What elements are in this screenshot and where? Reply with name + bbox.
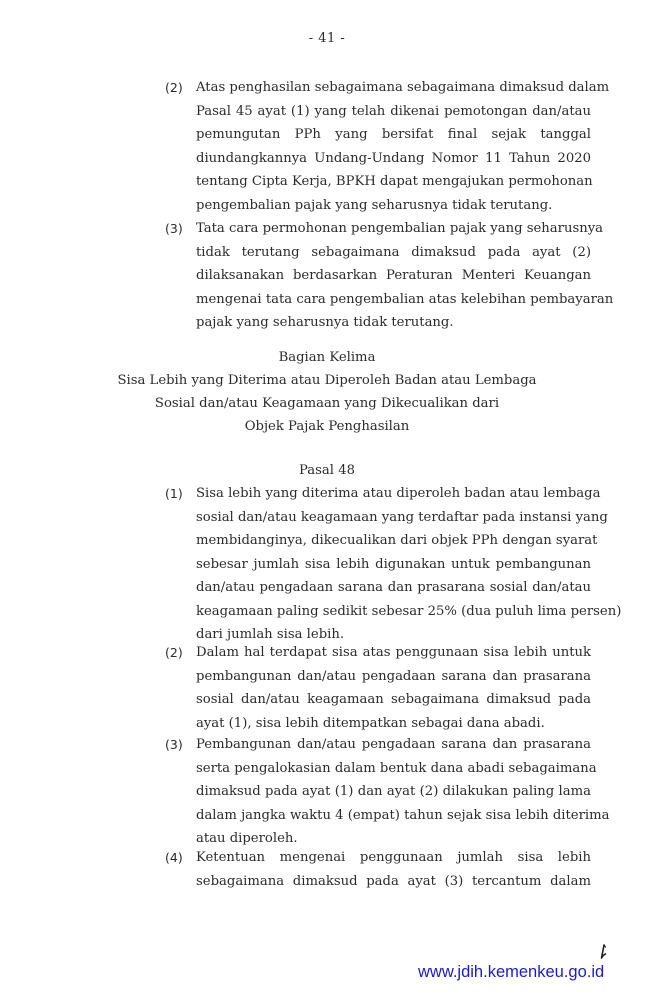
text-line: dan/atau pengadaan sarana dan prasarana sosial dan/atau — [196, 580, 591, 595]
text-line: mengenai tata cara pengembalian atas kelebihan pembayaran — [196, 291, 614, 307]
paragraph-body — [196, 641, 591, 735]
text-line: diundangkannya Undang-Undang Nomor 11 Tahun 2020 — [196, 150, 591, 166]
text-line: pembangunan dan/atau pengadaan sarana dan prasarana — [196, 668, 591, 684]
text-line: Ketentuan mengenai penggunaan jumlah sisa lebih — [196, 850, 591, 865]
text-line: dilaksanakan berdasarkan Peraturan Menteri Keuangan — [196, 268, 591, 283]
paragraph-number: (2) — [165, 80, 183, 95]
paragraph-number: (3) — [165, 221, 183, 236]
text-line: Pembangunan dan/atau pengadaan sarana dan prasarana — [196, 737, 591, 752]
paragraph-body — [196, 482, 622, 647]
part-title-line: Sosial dan/atau Keagamaan yang Dikecualikan dari — [154, 396, 500, 411]
text-line: tentang Cipta Kerja, BPKH dapat mengajukan permohonan — [196, 174, 593, 189]
paragraph-number: (2) — [165, 645, 183, 660]
text-line: sosial dan/atau keagamaan yang terdaftar pada instansi yang — [196, 509, 608, 525]
website-link[interactable]: www.jdih.kemenkeu.go.id — [418, 963, 605, 981]
text-line: sebagaimana dimaksud pada ayat (3) tercantum dalam — [196, 873, 591, 889]
text-line: dari jumlah sisa lebih. — [196, 627, 345, 642]
text-line: Pasal 45 ayat (1) yang telah dikenai pemotongan dan/atau — [196, 103, 591, 119]
text-line: sosial dan/atau keagamaan sebagaimana dimaksud pada — [196, 692, 591, 707]
part-label: Bagian Kelima — [278, 350, 376, 365]
part-title-line: Sisa Lebih yang Diterima atau Diperoleh Badan atau Lembaga — [117, 373, 537, 388]
text-line: tidak terutang sebagaimana dimaksud pada ayat (2) — [196, 244, 591, 260]
text-line: dalam jangka waktu 4 (empat) tahun sejak sisa lebih diterima — [196, 807, 610, 823]
article-paragraph-2 — [165, 641, 591, 735]
article-paragraph-4 — [165, 846, 591, 893]
text-line: atau diperoleh. — [196, 831, 298, 846]
text-line: ayat (1), sisa lebih ditempatkan sebagai dana abadi. — [196, 715, 545, 731]
text-line: pajak yang seharusnya tidak terutang. — [196, 315, 454, 330]
paragraph-number: (3) — [165, 737, 183, 752]
text-line: serta pengalokasian dalam bentuk dana abadi sebagaimana — [196, 760, 597, 776]
text-line: dimaksud pada ayat (1) dan ayat (2) dilakukan paling lama — [196, 784, 591, 799]
paragraph-number: (1) — [165, 486, 183, 501]
text-line: sebesar jumlah sisa lebih digunakan untuk pembangunan — [196, 556, 591, 572]
paragraph-body — [196, 733, 610, 851]
part-title-line: Objek Pajak Penghasilan — [244, 419, 410, 434]
text-line: pengembalian pajak yang seharusnya tidak terutang. — [196, 197, 553, 213]
paragraph-prev-2 — [165, 76, 610, 217]
article-paragraph-3 — [165, 733, 610, 851]
paragraph-prev-3 — [165, 217, 614, 335]
paragraph-body — [196, 217, 614, 335]
text-line: membidanginya, dikecualikan dari objek PPh dengan syarat — [196, 533, 598, 548]
paragraph-number: (4) — [165, 850, 183, 865]
paragraph-body — [196, 76, 610, 217]
text-line: Atas penghasilan sebagaimana sebagaimana dimaksud dalam — [196, 80, 610, 95]
text-line: Sisa lebih yang diterima atau diperoleh badan atau lembaga — [196, 486, 601, 501]
article-title: Pasal 48 — [299, 463, 355, 478]
text-line: Dalam hal terdapat sisa atas penggunaan sisa lebih untuk — [196, 645, 591, 660]
page-number: - 41 - — [308, 31, 346, 46]
text-line: Tata cara permohonan pengembalian pajak yang seharusnya — [196, 221, 604, 236]
text-line: pemungutan PPh yang bersifat final sejak tanggal — [196, 127, 591, 142]
text-line: keagamaan paling sedikit sebesar 25% (dua puluh lima persen) — [196, 603, 622, 619]
paragraph-body — [196, 846, 591, 893]
article-paragraph-1 — [165, 482, 622, 647]
paraf-initial-icon — [597, 944, 609, 962]
